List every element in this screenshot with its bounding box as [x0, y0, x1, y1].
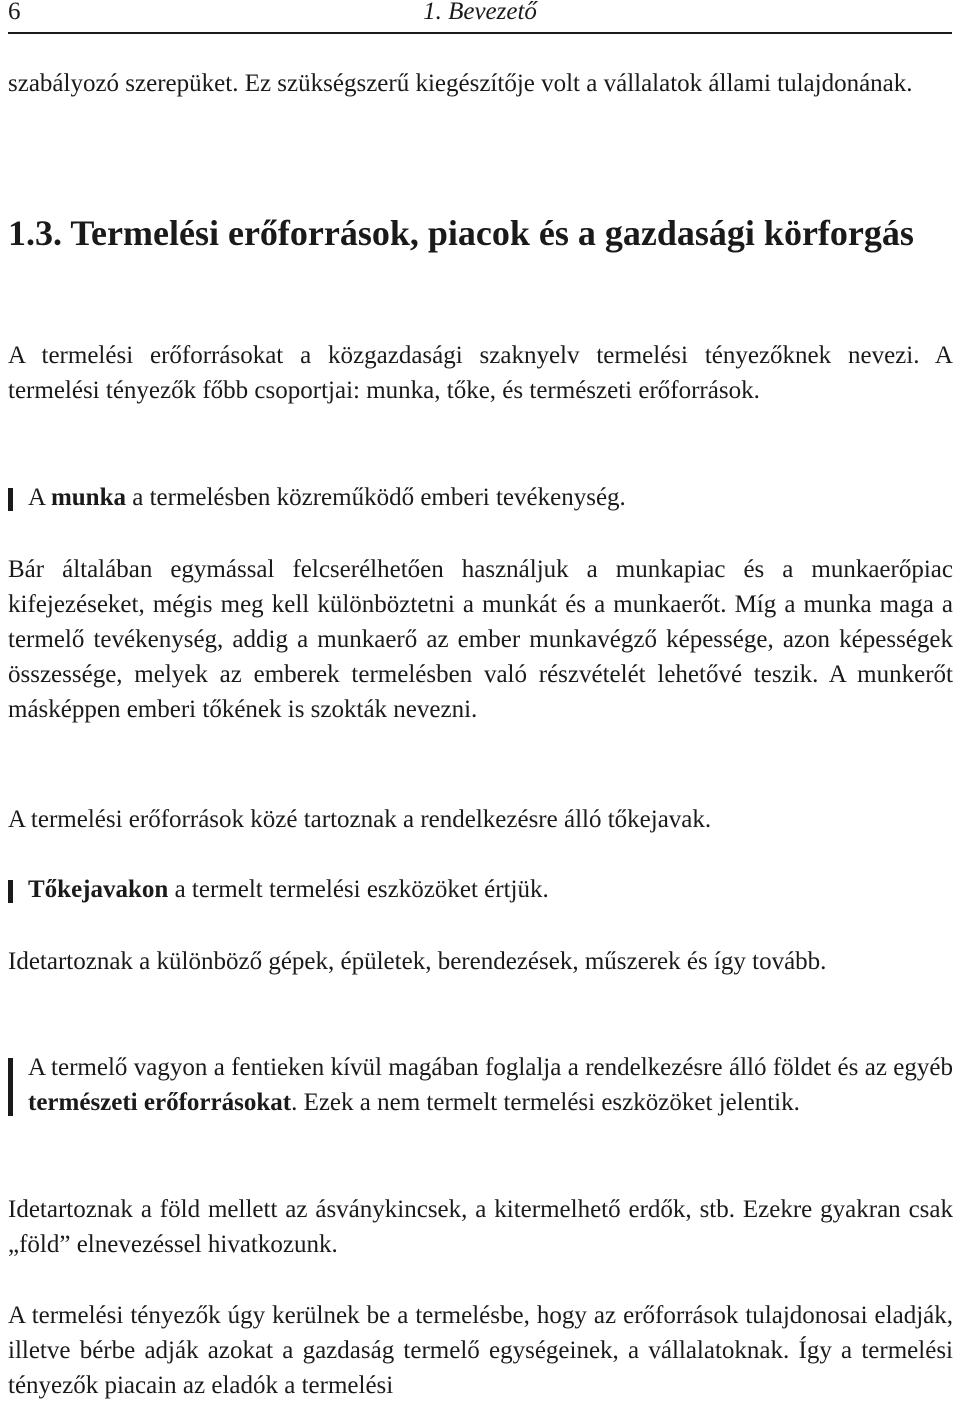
paragraph-capital-goods: A termelési erőforrások közé tartoznak a rendelkezésre álló tőkejavak. — [8, 806, 712, 833]
definition-natural-resources-text: A termelő vagyon a fentieken kívül magában foglalja a rendelkezésre álló földet és az egyéb természeti erőforrásokat. Ezek a nem termelt termelési eszközöket jelentik. — [28, 1054, 953, 1116]
paragraph-land: Idetartoznak a föld mellett az ásványkincsek, a kitermelhető erdők, stb. Ezekre gyakran csak „föld” elnevezéssel hivatkozunk. — [8, 1196, 953, 1258]
definition-natural-resources — [8, 1050, 953, 1120]
running-header — [8, 0, 952, 34]
term-labor: munka — [50, 484, 126, 511]
paragraph-factor-markets: A termelési tényezők úgy kerülnek be a termelésbe, hogy az erőforrások tulajdonosai eladják, illetve bérbe adják azokat a gazdaság termelő egységeinek, a vállalatoknak. Így a termelési tényezők piacain az eladók a termelési — [8, 1302, 953, 1399]
paragraph-labor-market: Bár általában egymással felcserélhetően használjuk a munkapiac és a munkaerőpiac kifejezéseket, mégis meg kell különböztetni a munkát és a munkaerőt. Míg a munka maga a termelő tevékenység, addig a munkaerő az ember munkavégző képessége, azon képességek összessége, melyek az emberek termelésben való részvételét lehetővé teszik. A munkerőt másképpen emberi tőkének is szokták nevezni. — [8, 556, 953, 723]
definition-labor — [8, 480, 953, 515]
definition-capital-text: Tőkejavakon a termelt termelési eszközöket értjük. — [28, 876, 549, 903]
section-heading: 1.3. Termelési erőforrások, piacok és a gazdasági körforgás — [8, 213, 914, 253]
paragraph-intro: szabályozó szerepüket. Ez szükségszerű kiegészítője volt a vállalatok állami tulajdonának. — [8, 70, 913, 97]
term-capital-goods: Tőkejavakon — [28, 876, 169, 903]
definition-capital — [8, 872, 953, 907]
definition-labor-text: A munka a termelésben közreműködő emberi tevékenység. — [28, 484, 626, 511]
paragraph-resources: A termelési erőforrásokat a közgazdasági szaknyelv termelési tényezőknek nevezi. A termelési tényezők főbb csoportjai: munka, tőke, és természeti erőforrások. — [8, 342, 953, 404]
term-natural-resources: természeti erőforrásokat — [28, 1089, 292, 1116]
page-number: 6 — [8, 0, 21, 25]
chapter-title: 1. Bevezető — [423, 0, 537, 25]
paragraph-machines: Idetartoznak a különböző gépek, épületek, berendezések, műszerek és így tovább. — [8, 948, 827, 975]
